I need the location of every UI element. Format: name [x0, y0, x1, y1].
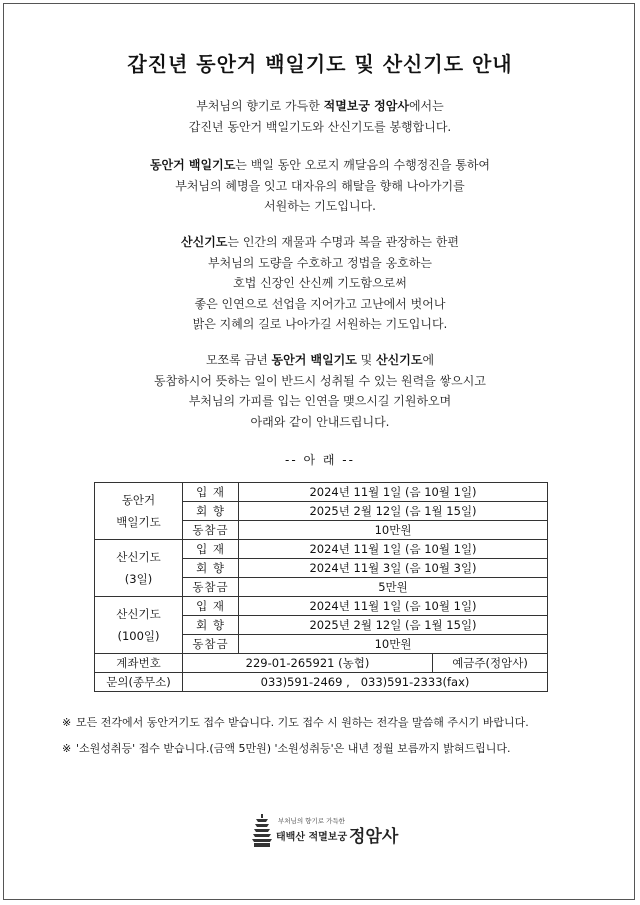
intro-text: 에서는: [408, 99, 444, 113]
note-item: [62, 712, 582, 733]
baekil-term: 동안거 백일기도: [271, 353, 357, 367]
row-label: 동참금: [183, 521, 239, 540]
reference-mark: ※: [62, 742, 72, 755]
account-number: 229-01-265921 (농협): [183, 654, 433, 673]
table-row: [95, 540, 548, 559]
closing-text: 동참하시어 뜻하는 일이 반드시 성취될 수 있는 원력을 쌓으시고: [154, 373, 486, 388]
closing-text: 에: [422, 353, 435, 367]
section-heading: -- 아 래 --: [285, 453, 355, 467]
table-row: [95, 483, 548, 502]
baekil-term: 동안거 백일기도: [149, 158, 236, 172]
group-name: (3일): [124, 572, 153, 586]
intro-paragraph: [0, 96, 640, 137]
note-item: [62, 738, 582, 759]
row-value: 10만원: [239, 521, 548, 540]
note-text: 모든 전각에서 동안거기도 접수 받습니다. 기도 접수 시 원하는 전각을 말씀해 주시기 바랍니다.: [76, 716, 529, 729]
row-label: 동참금: [183, 635, 239, 654]
closing-text: 및: [356, 353, 377, 367]
group-name-cell: [95, 597, 183, 654]
group-name-cell: [95, 483, 183, 540]
closing-text: 부처님의 가피를 입는 인연을 맺으시길 기원하오며: [188, 394, 452, 408]
temple-name: 적멸보궁 정암사: [323, 99, 409, 113]
group-name: 백일기도: [116, 515, 161, 529]
baekil-text: 는 백일 동안 오로지 깨달음의 수행정진을 통하여: [235, 158, 491, 172]
group-name: 산신기도: [116, 607, 161, 621]
account-label: 계좌번호: [95, 654, 183, 673]
pagoda-icon: [252, 814, 272, 848]
group-name-cell: [95, 540, 183, 597]
account-row: [95, 654, 548, 673]
closing-paragraph: [0, 350, 640, 432]
logo-tagline: 부처님의 향기로 가득한: [278, 817, 345, 825]
group-name: 동안거: [121, 493, 156, 507]
contact-row: [95, 673, 548, 692]
row-label: 회 향: [183, 616, 239, 635]
closing-text: 아래와 같이 안내드립니다.: [250, 414, 390, 429]
schedule-table: [94, 482, 548, 692]
page-title: 갑진년 동안거 백일기도 및 산신기도 안내: [127, 52, 513, 76]
intro-text: 부처님의 향기로 가득한: [196, 99, 324, 113]
row-value: 2024년 11월 1일 (음 10월 1일): [239, 540, 548, 559]
row-value: 5만원: [239, 578, 548, 597]
row-value: 2024년 11월 1일 (음 10월 1일): [239, 483, 548, 502]
baekil-text: 서원하는 기도입니다.: [264, 199, 376, 213]
sansin-text: 는 인간의 재물과 수명과 복을 관장하는 한편: [227, 235, 459, 249]
row-label: 입 재: [183, 540, 239, 559]
contact-label: 문의(종무소): [95, 673, 183, 692]
closing-text: 모쪼록 금년: [205, 353, 272, 367]
row-label: 동참금: [183, 578, 239, 597]
row-value: 2025년 2월 12일 (음 1월 15일): [239, 616, 548, 635]
group-name: 산신기도: [116, 550, 161, 564]
row-label: 입 재: [183, 597, 239, 616]
note-text: '소원성취등' 접수 받습니다.(금액 5만원) '소원성취등'은 내년 정월 보름까지 밝혀드립니다.: [76, 742, 511, 755]
row-value: 2024년 11월 1일 (음 10월 1일): [239, 597, 548, 616]
row-value: 2024년 11월 3일 (음 10월 3일): [239, 559, 548, 578]
contact-phone: 033)591-2469 , 033)591-2333(fax): [183, 673, 548, 692]
sansin-term: 산신기도: [181, 235, 228, 249]
row-value: 10만원: [239, 635, 548, 654]
reference-mark: ※: [62, 716, 72, 729]
group-name: (100일): [117, 629, 160, 643]
row-label: 회 향: [183, 502, 239, 521]
temple-logo: [252, 814, 402, 850]
row-label: 회 향: [183, 559, 239, 578]
row-label: 입 재: [183, 483, 239, 502]
sansin-text: 부처님의 도량을 수호하고 정법을 옹호하는: [208, 255, 432, 270]
sansin-text: 밝은 지혜의 길로 나아가길 서원하는 기도입니다.: [192, 317, 448, 331]
sansin-text: 호법 신장인 산신께 기도함으로써: [233, 276, 407, 290]
logo-subtitle: 태백산 적멸보궁: [276, 832, 348, 843]
sansin-text: 좋은 인연으로 선업을 지어가고 고난에서 벗어나: [194, 296, 446, 311]
sansin-paragraph: [0, 232, 640, 335]
notes-section: [62, 712, 582, 759]
logo-name: 정암사: [349, 827, 399, 847]
baekil-text: 부처님의 혜명을 잇고 대자유의 해탈을 향해 나아가기를: [175, 178, 465, 193]
baekil-paragraph: [0, 155, 640, 217]
sansin-term: 산신기도: [376, 353, 423, 367]
row-value: 2025년 2월 12일 (음 1월 15일): [239, 502, 548, 521]
account-holder: 예금주(정암사): [433, 654, 548, 673]
intro-text: 갑진년 동안거 백일기도와 산신기도를 봉행합니다.: [188, 119, 452, 134]
table-row: [95, 597, 548, 616]
